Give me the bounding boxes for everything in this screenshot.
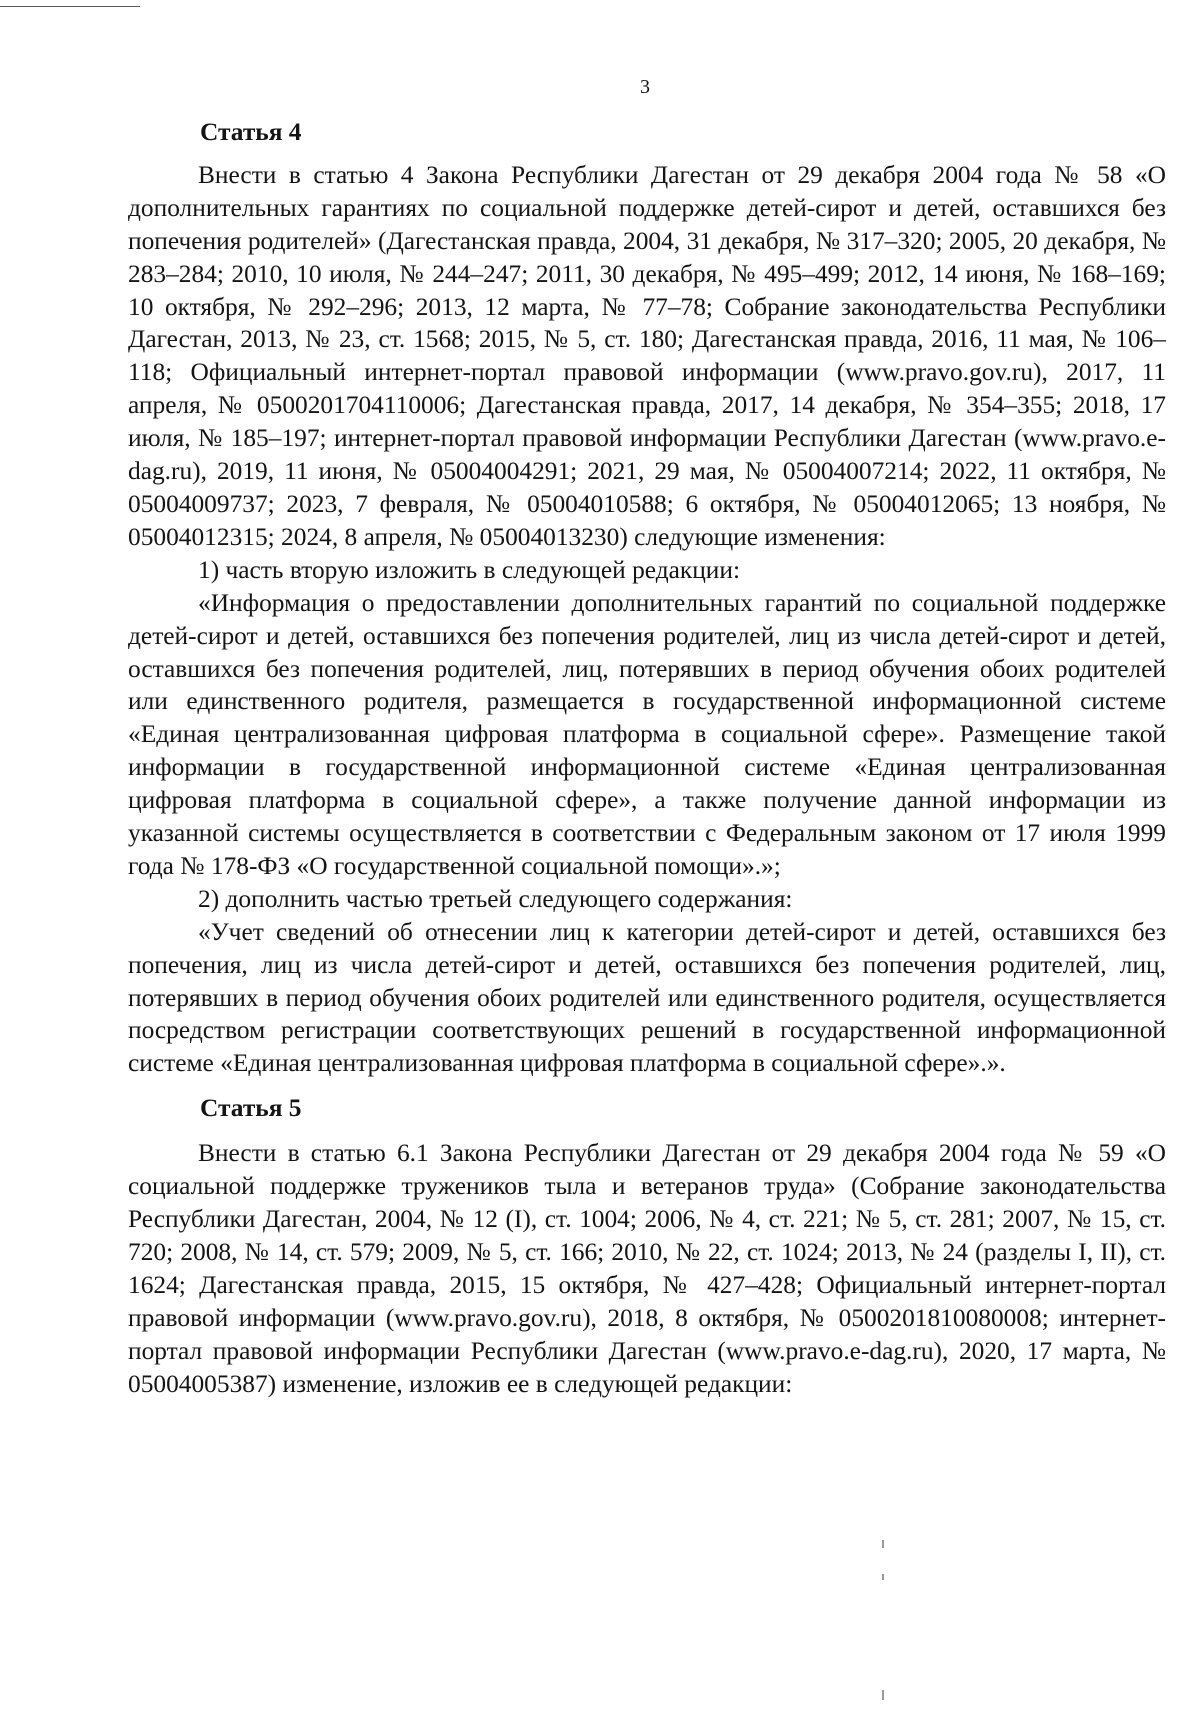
article-4-title: Статья 4 (200, 118, 302, 146)
article-4-item-1: 1) часть вторую изложить в следующей редакции: (198, 555, 741, 584)
article-4-item-2: 2) дополнить частью третьей следующего содержания: (198, 884, 793, 913)
document-body (128, 116, 1166, 1400)
page-number: 3 (640, 76, 650, 98)
article-5-intro: Внести в статью 6.1 Закона Республики Дагестан от 29 декабря 2004 года № 59 «О социальной поддержке тружеников тыла и ветеранов труда» (Собрание законодательства Республики Дагестан, 2004, № 12 (I), ст. 1004; 2006, № 4, ст. 221; № 5, ст. 281; 2007, № 15, ст. 720; 2008, № 14, ст. 579; 2009, № 5, ст. 166; 2010, № 22, ст. 1024; 2013, № 24 (разделы I, II), ст. 1624; Дагестанская правда, 2015, 15 октября, № 427–428; Официальный интернет-портал правовой информации (www.pravo.gov.ru), 2018, 8 октября, № 0500201810080008; интернет-портал правовой информации Республики Дагестан (www.pravo.e-dag.ru), 2020, 17 марта, № 05004005387) изменение, изложив ее в следующей редакции: (128, 1139, 1166, 1398)
scan-speck (882, 1540, 884, 1548)
article-4-item-2-text: «Учет сведений об отнесении лиц к категории детей-сирот и детей, оставшихся без попечения, лиц из числа детей-сирот и детей, оставшихся без попечения родителей, лиц, потерявших в период обучения обоих родителей или единственного родителя, осуществляется посредством регистрации соответствующих решений в государственной информационной системе «Единая централизованная цифровая платформа в социальной сфере».». (128, 917, 1166, 1078)
article-4-intro: Внести в статью 4 Закона Республики Дагестан от 29 декабря 2004 года № 58 «О дополнительных гарантиях по социальной поддержке детей-сирот и детей, оставшихся без попечения родителей» (Дагестанская правда, 2004, 31 декабря, № 317–320; 2005, 20 декабря, № 283–284; 2010, 10 июля, № 244–247; 2011, 30 декабря, № 495–499; 2012, 14 июня, № 168–169; 10 октября, № 292–296; 2013, 12 марта, № 77–78; Собрание законодательства Республики Дагестан, 2013, № 23, ст. 1568; 2015, № 5, ст. 180; Дагестанская правда, 2016, 11 мая, № 106–118; Официальный интернет-портал правовой информации (www.pravo.gov.ru), 2017, 11 апреля, № 0500201704110006; Дагестанская правда, 2017, 14 декабря, № 354–355; 2018, 17 июля, № 185–197; интернет-портал правовой информации Республики Дагестан (www.pravo.e-dag.ru), 2019, 11 июня, № 05004004291; 2021, 29 мая, № 05004007214; 2022, 11 октября, № 05004009737; 2023, 7 февраля, № 05004010588; 6 октября, № 05004012065; 13 ноября, № 05004012315; 2024, 8 апреля, № 05004013230) следующие изменения: (128, 160, 1166, 551)
article-5-title: Статья 5 (200, 1094, 302, 1123)
scan-speck (882, 1690, 884, 1700)
scan-edge-line (0, 6, 140, 7)
scan-speck (882, 1574, 884, 1580)
article-4-item-1-text: «Информация о предоставлении дополнительных гарантий по социальной поддержке детей-сирот и детей, оставшихся без попечения родителей, лиц из числа детей-сирот и детей, оставшихся без попечения родителей, лиц, потерявших в период обучения обоих родителей или единственного родителя, размещается в государственной информационной системе «Единая централизованная цифровая платформа в социальной сфере». Размещение такой информации в государственной информационной системе «Единая централизованная цифровая платформа в социальной сфере», а также получение данной информации из указанной системы осуществляется в соответствии с Федеральным законом от 17 июля 1999 года № 178-ФЗ «О государственной социальной помощи».»; (128, 588, 1166, 880)
